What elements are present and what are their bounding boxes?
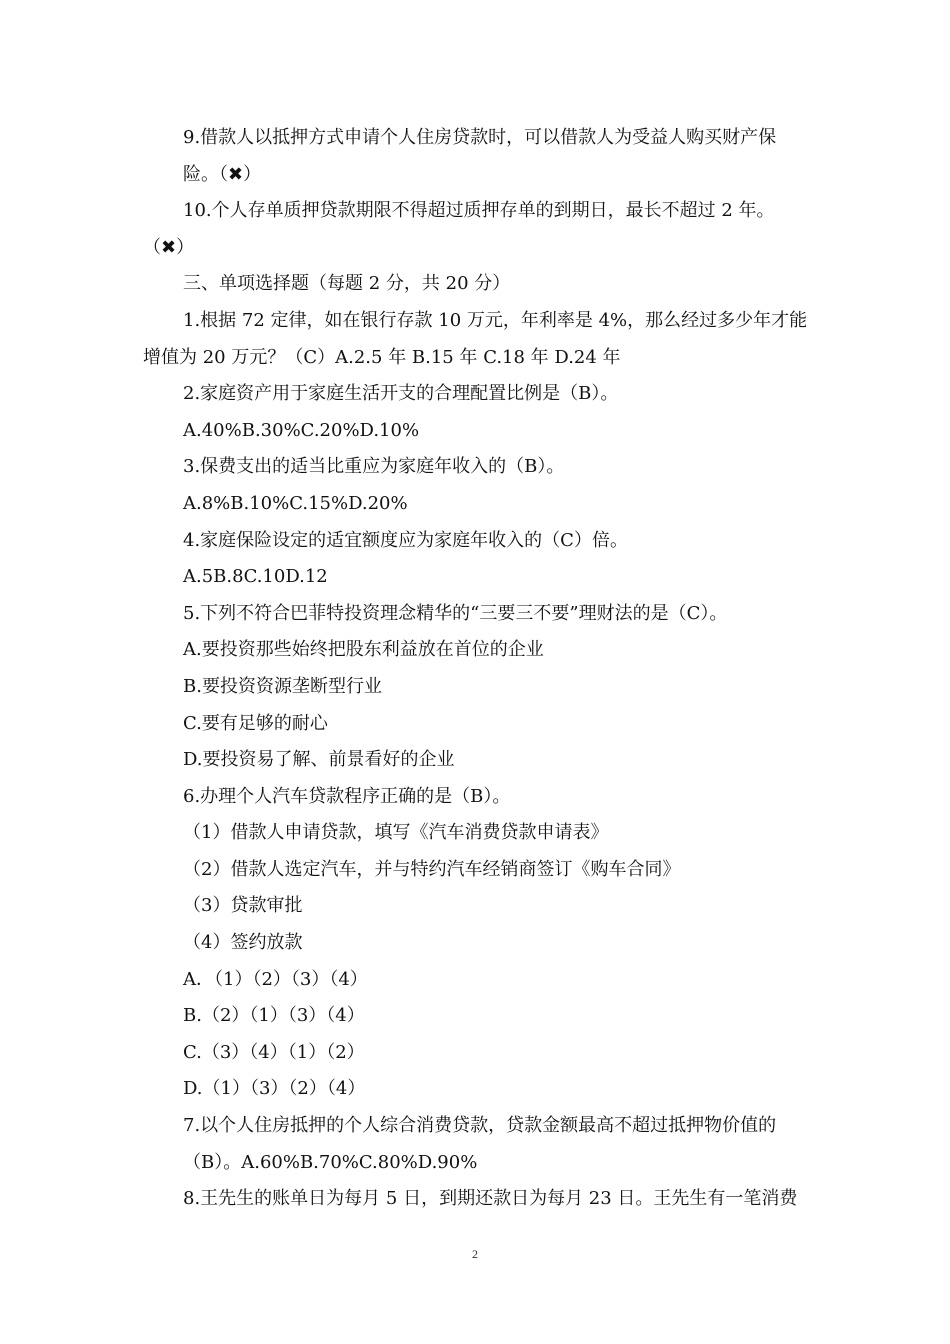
text-line: 6.办理个人汽车贷款程序正确的是（B）。 — [183, 785, 511, 807]
text-line: A.40%B.30%C.20%D.10% — [183, 419, 420, 441]
text-line: 增值为 20 万元？（C）A.2.5 年 B.15 年 C.18 年 D.24 年 — [143, 346, 621, 368]
text-line: A.要投资那些始终把股东利益放在首位的企业 — [183, 639, 544, 661]
text-line: （1）借款人申请贷款，填写《汽车消费贷款申请表》 — [183, 822, 609, 844]
document-body — [143, 120, 813, 1218]
text-line: 2.家庭资产用于家庭生活开支的合理配置比例是（B）。 — [183, 383, 619, 405]
text-line: （3）贷款审批 — [183, 895, 303, 917]
text-line: 10.个人存单质押贷款期限不得超过质押存单的到期日，最长不超过 2 年。 — [183, 200, 775, 222]
text-line: 9.借款人以抵押方式申请个人住房贷款时，可以借款人为受益人购买财产保 — [183, 127, 777, 148]
page-number: 2 — [472, 1247, 478, 1261]
text-line: A.8%B.10%C.15%D.20% — [183, 492, 408, 514]
text-line: 4.家庭保险设定的适宜额度应为家庭年收入的（C）倍。 — [183, 529, 628, 551]
text-line: A．（1）（2）（3）（4） — [183, 968, 368, 990]
text-line: D.要投资易了解、前景看好的企业 — [183, 749, 455, 771]
text-line: B.要投资资源垄断型行业 — [183, 675, 382, 697]
text-line: D.（1）（3）（2）（4） — [183, 1078, 366, 1100]
text-line: 5.下列不符合巴菲特投资理念精华的“三要三不要”理财法的是（C）。 — [183, 602, 728, 624]
text-line: （2）借款人选定汽车，并与特约汽车经销商签订《购车合同》 — [183, 858, 681, 880]
text-line: 1.根据 72 定律，如在银行存款 10 万元，年利率是 4%，那么经过多少年才能 — [183, 309, 808, 331]
text-line: （B）。A.60%B.70%C.80%D.90% — [183, 1151, 478, 1173]
text-line: （4）签约放款 — [183, 932, 303, 954]
text-line: （✖） — [143, 236, 195, 258]
text-line: 险。（✖） — [183, 163, 262, 185]
text-line: 7.以个人住房抵押的个人综合消费贷款，贷款金额最高不超过抵押物价值的 — [183, 1115, 777, 1137]
text-line: A.5B.8C.10D.12 — [183, 566, 328, 588]
text-line: C.（3）（4）（1）（2） — [183, 1041, 365, 1063]
text-line: 3.保费支出的适当比重应为家庭年收入的（B）。 — [183, 456, 565, 478]
text-line: B.（2）（1）（3）（4） — [183, 1005, 365, 1027]
text-line: C.要有足够的耐心 — [183, 712, 328, 734]
text-line: 8.王先生的账单日为每月 5 日，到期还款日为每月 23 日。王先生有一笔消费 — [183, 1188, 798, 1210]
text-line: 三、单项选择题（每题 2 分，共 20 分） — [183, 273, 511, 295]
